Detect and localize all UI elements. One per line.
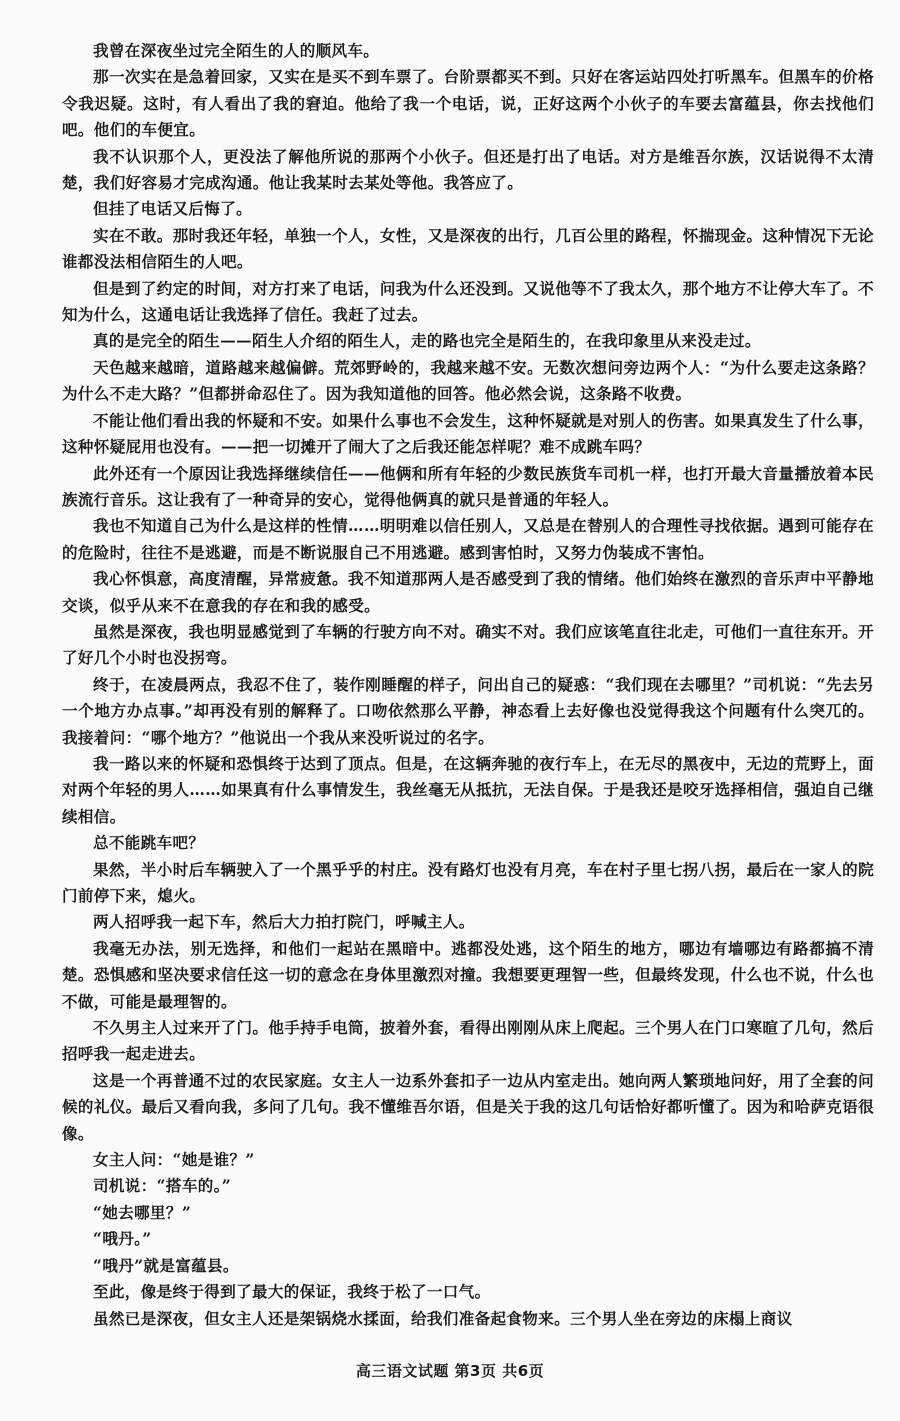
paragraph: “她去哪里？” [93,1202,192,1222]
paragraph: 虽然是深夜，我也明显感觉到了车辆的行驶方向不对。确实不对。我们应该笔直往北走，可他们一直往东开。开了好几个小时也没拐弯。 [62,621,874,668]
paragraph: 此外还有一个原因让我选择继续信任——他俩和所有年轻的少数民族货车司机一样，也打开最大音量播放着本民族流行音乐。这让我有了一种奇异的安心，觉得他俩真的就只是普通的年轻人。 [62,463,874,509]
paragraph: 我一路以来的怀疑和恐惧终于达到了顶点。但是，在这辆奔驰的夜行车上，在无尽的黑夜中，无边的荒野上，面对两个年轻的男人……如果真有什么事情发生，我丝毫无从抵抗，无法自保。于是我还是咬牙选择相信，强迫自己继续相信。 [62,753,874,826]
paragraph: 我心怀惧意，高度清醒，异常疲惫。我不知道那两人是否感受到了我的情绪。他们始终在激烈的音乐声中平静地交谈，似乎从来不在意我的存在和我的感受。 [62,569,874,615]
paragraph: 天色越来越暗，道路越来越偏僻。荒郊野岭的，我越来越不安。无数次想问旁边两个人：“为什么要走这条路？为什么不走大路？”但都拼命忍住了。因为我知道他的回答。他必然会说，这条路不收费。 [62,357,874,404]
paragraph: 总不能跳车吧？ [93,833,205,853]
paragraph: 不能让他们看出我的怀疑和不安。如果什么事也不会发生，这种怀疑就是对别人的伤害。如果真发生了什么事，这种怀疑屁用也没有。——把一切摊开了闹大了之后我还能怎样呢？难不成跳车吗？ [62,410,874,457]
paragraph: “哦丹。” [93,1229,152,1249]
paragraph: 我毫无办法，别无选择，和他们一起站在黑暗中。逃都没处逃，这个陌生的地方，哪边有墙哪边有路都搞不清楚。恐惧感和坚决要求信任这一切的意念在身体里激烈对撞。我想要更理智一些，但最终发现，什么也不说，什么也不做，可能是最理智的。 [62,938,874,1011]
paragraph: 那一次实在是急着回家，又实在是买不到车票了。台阶票都买不到。只好在客运站四处打听黑车。但黑车的价格令我迟疑。这时，有人看出了我的窘迫。他给了我一个电话，说，正好这两个小伙子的车要去富蕴县，你去找他们吧。他们的车便宜。 [62,67,874,140]
paragraph: 两人招呼我一起下车，然后大力拍打院门，呼喊主人。 [93,912,475,932]
paragraph: 司机说：“搭车的。” [93,1176,232,1196]
paragraph: 果然，半小时后车辆驶入了一个黑乎乎的村庄。没有路灯也没有月亮，车在村子里七拐八拐，最后在一家人的院门前停下来，熄火。 [62,859,874,905]
paragraph: “哦丹”就是富蕴县。 [93,1255,239,1275]
paragraph: 至此，像是终于得到了最大的保证，我终于松了一口气。 [93,1282,491,1302]
paragraph: 这是一个再普通不过的农民家庭。女主人一边系外套扣子一边从内室走出。她向两人繁琐地问好，用了全套的问候的礼仪。最后又看向我，多问了几句。我不懂维吾尔语，但是关于我的这几句话恰好都听懂了。因为和哈萨克语很像。 [62,1070,874,1143]
paragraph: 虽然已是深夜，但女主人还是架锅烧水揉面，给我们准备起食物来。三个男人坐在旁边的床榻上商议 [93,1308,793,1328]
paragraph: 真的是完全的陌生——陌生人介绍的陌生人，走的路也完全是陌生的，在我印象里从来没走过。 [93,331,761,351]
paragraph: 我不认识那个人，更没法了解他所说的那两个小伙子。但还是打出了电话。对方是维吾尔族，汉话说得不太清楚，我们好容易才完成沟通。他让我某时去某处等他。我答应了。 [62,146,874,193]
page-footer: 高三语文试题 第3页 共6页 [355,1362,545,1380]
paragraph: 但挂了电话又后悔了。 [93,199,253,219]
paragraph: 不久男主人过来开了门。他手持手电筒，披着外套，看得出刚刚从床上爬起。三个男人在门口寒暄了几句，然后招呼我一起走进去。 [62,1018,874,1064]
paragraph: 我曾在深夜坐过完全陌生的人的顺风车。 [93,41,380,60]
paragraph: 但是到了约定的时间，对方打来了电话，问我为什么还没到。又说他等不了我太久，那个地方不让停大车了。不知为什么，这通电话让我选择了信任。我赶了过去。 [62,278,874,325]
paragraph: 实在不敢。那时我还年轻，单独一个人，女性，又是深夜的出行，几百公里的路程，怀揣现金。这种情况下无论谁都没法相信陌生的人吧。 [62,225,874,272]
paragraph: 我也不知道自己为什么是这样的性情……明明难以信任别人，又总是在替别人的合理性寻找依据。遇到可能存在的危险时，往往不是逃避，而是不断说服自己不用逃避。感到害怕时，又努力伪装成不害怕。 [62,516,874,562]
paragraph: 终于，在凌晨两点，我忍不住了，装作刚睡醒的样子，问出自己的疑惑：“我们现在去哪里？”司机说：“先去另一个地方办点事。”却再没有别的解释了。口吻依然那么平静，神态看上去好像也没觉得我这个问题有什么突兀的。我接着问：“哪个地方？”他说出一个我从来没听说过的名字。 [62,674,874,747]
paragraph: 女主人问：“她是谁？” [93,1150,255,1170]
article-body [62,38,874,1332]
